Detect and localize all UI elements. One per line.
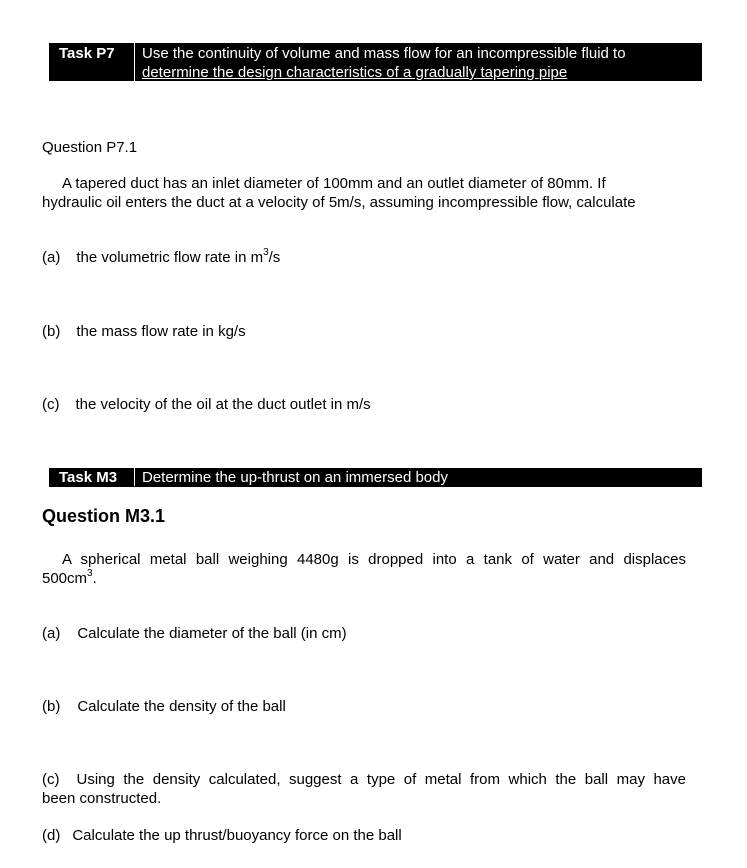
question-p7-1-intro-line2: hydraulic oil enters the duct at a velocity of 5m/s, assuming incompressible flow, calculate [42,194,636,211]
part-b-text: Calculate the density of the ball [77,698,286,715]
part-a-superscript: 3 [263,247,269,258]
part-c-line1 [42,770,686,789]
part-b-marker: (b) [42,698,61,715]
part-d-text: Calculate the up thrust/buoyancy force on the ball [72,827,402,844]
question-m3-1-part-b [42,697,286,716]
question-m3-1-part-a [42,624,347,643]
task-p7-banner [49,43,702,81]
question-m3-1-intro-line2 [42,569,686,588]
question-m3-1-part-d [42,826,402,845]
part-a-unit-tail: /s [268,249,281,266]
part-a-text: the volumetric flow rate in m [76,249,264,266]
task-p7-description-line2: determine the design characteristics of a gradually tapering pipe [142,64,568,81]
intro-volume-tail: . [92,570,97,587]
part-b-text: the mass flow rate in kg/s [76,323,246,340]
question-m3-1-heading: Question M3.1 [42,506,166,526]
task-p7-description [142,44,692,82]
question-p7-1-part-b [42,322,246,341]
task-m3-banner [49,468,702,487]
task-p7-label: Task P7 [59,45,115,62]
part-c-text-line1: Using the density calculated, suggest a type of metal from which the ball may have [76,771,686,788]
part-a-marker: (a) [42,625,61,642]
part-a-marker: (a) [42,249,61,266]
intro-volume-superscript: 3 [87,568,93,579]
part-c-line2: been constructed. [42,790,162,807]
intro-volume-value: 500cm [42,570,88,587]
question-p7-1-part-a [42,248,280,267]
question-p7-1-heading: Question P7.1 [42,139,138,156]
part-c-marker: (c) [42,771,60,788]
question-m3-1-intro-line1: A spherical metal ball weighing 4480g is dropped into a tank of water and displaces [62,551,686,568]
part-c-marker: (c) [42,396,60,413]
question-p7-1-intro-line1: A tapered duct has an inlet diameter of 100mm and an outlet diameter of 80mm. If [62,175,606,192]
question-p7-1-part-c [42,395,371,414]
task-m3-description: Determine the up-thrust on an immersed body [142,468,692,487]
task-p7-description-line1: Use the continuity of volume and mass flow for an incompressible fluid to [142,45,626,62]
question-m3-1-intro [42,550,686,588]
question-p7-1-intro [42,174,692,212]
part-a-text: Calculate the diameter of the ball (in cm) [77,625,347,642]
part-d-marker: (d) [42,827,61,844]
part-c-text: the velocity of the oil at the duct outlet in m/s [75,396,371,413]
question-m3-1-part-c [42,770,686,808]
part-b-marker: (b) [42,323,61,340]
task-m3-label: Task M3 [59,469,118,486]
